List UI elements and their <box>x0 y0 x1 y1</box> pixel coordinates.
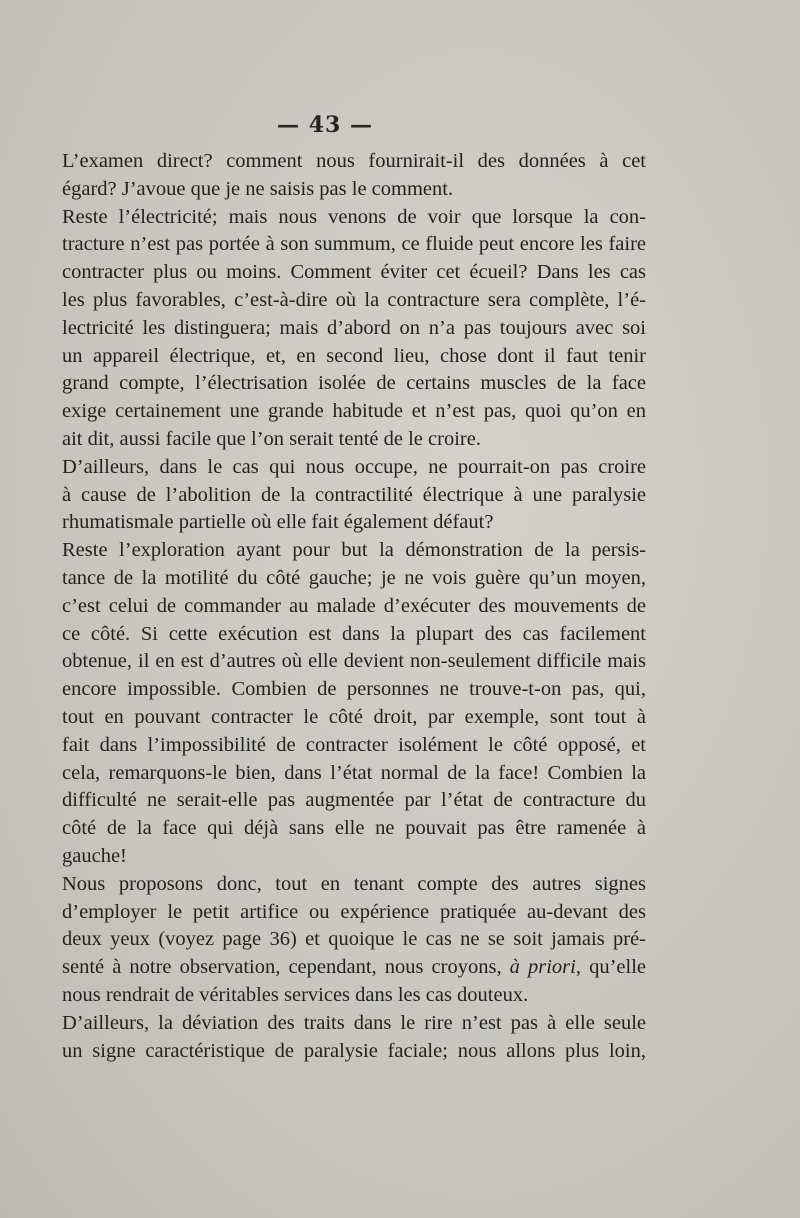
text-line: contracter plus ou moins. Comment éviter cet écueil? Dans les cas <box>62 261 646 284</box>
text-line: d’employer le petit artifice ou expérience pratiquée au-devant des <box>62 900 646 923</box>
paragraph <box>62 871 646 1010</box>
text-line: gauche! <box>62 844 127 867</box>
text-line: grand compte, l’électrisation isolée de certains muscles de la face <box>62 372 646 395</box>
paragraph <box>62 537 646 871</box>
italic-phrase: à priori <box>509 956 576 979</box>
text-line: lectricité les distinguera; mais d’abord on n’a pas toujours avec soi <box>62 316 646 339</box>
text-segment: senté à notre observation, cependant, nous croyons, <box>62 956 510 979</box>
text-line: un appareil électrique, et, en second lieu, chose dont il faut tenir <box>62 344 646 367</box>
text-line: égard? J’avoue que je ne saisis pas le comment. <box>62 177 454 200</box>
text-line: exige certainement une grande habitude et n’est pas, quoi qu’on en <box>62 400 646 423</box>
text-line: tracture n’est pas portée à son summum, ce fluide peut encore les faire <box>62 233 646 256</box>
text-line: ce côté. Si cette exécution est dans la plupart des cas facilement <box>62 622 646 645</box>
text-line: un signe caractéristique de paralysie faciale; nous allons plus loin, <box>62 1039 646 1062</box>
paragraph <box>62 148 646 204</box>
text-line: Reste l’exploration ayant pour but la démonstration de la persis- <box>62 539 646 562</box>
paragraph <box>62 204 646 454</box>
text-line: côté de la face qui déjà sans elle ne pouvait pas être ramenée à <box>62 817 646 840</box>
paragraph <box>62 1010 646 1066</box>
text-line: Reste l’électricité; mais nous venons de voir que lorsque la con- <box>62 205 646 228</box>
text-line: rhumatismale partielle où elle fait également défaut? <box>62 511 494 534</box>
text-line: cela, remarquons-le bien, dans l’état normal de la face! Combien la <box>62 761 646 784</box>
text-segment: , qu’elle <box>575 956 646 979</box>
text-line: c’est celui de commander au malade d’exécuter des mouvements de <box>62 594 646 617</box>
text-line: L’examen direct? comment nous fournirait-il des données à cet <box>62 150 646 172</box>
text-line: tout en pouvant contracter le côté droit, par exemple, sont tout à <box>62 705 646 728</box>
text-line: les plus favorables, c’est-à-dire où la contracture sera complète, l’é- <box>62 288 646 311</box>
text-line: obtenue, il en est d’autres où elle devient non-seulement difficile mais <box>62 650 646 673</box>
body-text <box>62 148 646 1065</box>
page-number: — 43 — <box>277 112 373 138</box>
text-line: tance de la motilité du côté gauche; je ne vois guère qu’un moyen, <box>62 566 646 589</box>
text-line-with-italic <box>62 954 646 982</box>
text-line: D’ailleurs, la déviation des traits dans le rire n’est pas à elle seule <box>62 1011 646 1034</box>
text-line: difficulté ne serait-elle pas augmentée par l’état de contracture du <box>62 789 646 812</box>
text-line: D’ailleurs, dans le cas qui nous occupe, ne pourrait-on pas croire <box>62 455 646 478</box>
text-line: deux yeux (voyez page 36) et quoique le cas ne se soit jamais pré- <box>62 928 646 951</box>
text-line: encore impossible. Combien de personnes ne trouve-t-on pas, qui, <box>62 678 646 701</box>
text-line: fait dans l’impossibilité de contracter isolément le côté opposé, et <box>62 733 646 756</box>
paragraph <box>62 454 646 537</box>
text-line: ait dit, aussi facile que l’on serait tenté de le croire. <box>62 427 481 450</box>
text-line: Nous proposons donc, tout en tenant compte des autres signes <box>62 872 646 895</box>
text-line: nous rendrait de véritables services dans les cas douteux. <box>62 983 529 1006</box>
text-line: à cause de l’abolition de la contractilité électrique à une paralysie <box>62 483 646 506</box>
